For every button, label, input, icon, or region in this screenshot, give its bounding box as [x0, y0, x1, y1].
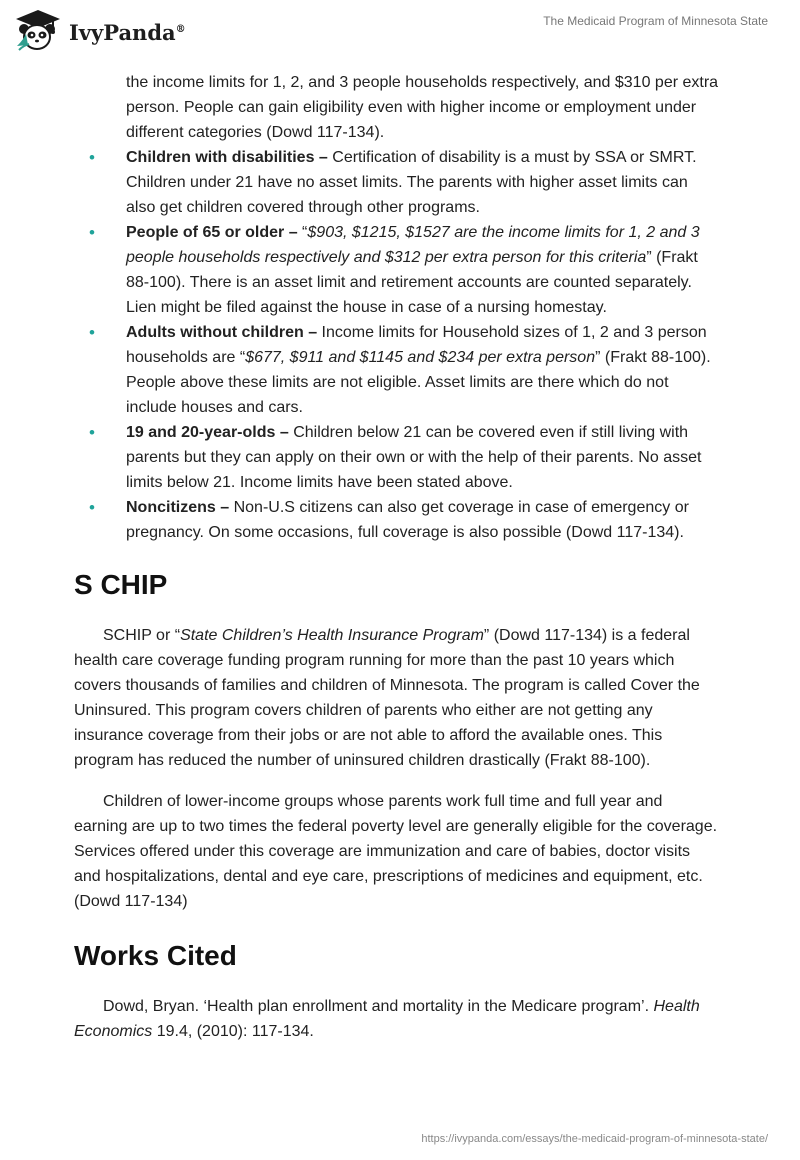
bullet-dot-icon: • [89, 498, 95, 517]
paragraph-text: ” (Dowd 117-134) is a federal health care coverage funding program running for more than the past 10 years which covers thousands of families and children of Minnesota. The program is called Cover the Uninsured. This program covers children of parents who either are not getting any insurance coverage from their jobs or are not able to afford the available ones. This program has reduced the number of uninsured children drastically (Frakt 88-100). [74, 627, 700, 769]
item-label: People of 65 or older – [126, 224, 298, 241]
item-label: Noncitizens – [126, 499, 230, 516]
list-item [89, 420, 720, 495]
list-item [89, 145, 720, 220]
page-header [0, 0, 800, 62]
item-quote: $677, $911 and $1145 and $234 per extra person [245, 349, 596, 366]
paragraph-text: SCHIP or “ [103, 627, 181, 644]
item-quote: $903, $1215, $1527 are the income limits for 1, 2 and 3 people households respectively and $312 per extra person for this criteria [126, 224, 700, 266]
item-text: Income limits for Household sizes of 1, 2 and 3 person households are “ [126, 324, 707, 366]
item-text: Children below 21 can be covered even if still living with parents but they can apply on their own or with the help of their parents. No asset limits below 21. Income limits have been stated above. [126, 424, 702, 491]
list-item [89, 220, 720, 320]
schip-paragraph-1 [74, 623, 720, 773]
schip-heading: S CHIP [74, 569, 168, 600]
list-item [89, 495, 720, 545]
brand-text: IvyPanda [69, 19, 176, 45]
citation-text: 19.4, (2010): 117-134. [152, 1023, 314, 1040]
bullet-dot-icon: • [89, 423, 95, 442]
ivypanda-logo[interactable] [14, 8, 186, 52]
program-name: State Children’s Health Insurance Program [180, 627, 484, 644]
bullet-dot-icon: • [89, 323, 95, 342]
article-content [74, 70, 720, 1044]
journal-title: Health Economics [74, 998, 700, 1040]
item-label: Children with disabilities – [126, 149, 328, 166]
item-text: “ [297, 224, 308, 241]
item-text: ” (Frakt 88-100). People above these limits are not eligible. Asset limits are there which do not include houses and cars. [126, 349, 711, 416]
footer-url[interactable]: https://ivypanda.com/essays/the-medicaid-program-of-minnesota-state/ [421, 1133, 768, 1145]
bullet-dot-icon: • [89, 223, 95, 242]
bullet-continuation-text: the income limits for 1, 2, and 3 people households respectively, and $310 per extra person. People can gain eligibility even with higher income or employment under different categories (Dowd 117-134). [126, 74, 719, 141]
item-label: Adults without children – [126, 324, 318, 341]
schip-paragraph-2: Children of lower-income groups whose parents work full time and full year and earning are up to two times the federal poverty level are generally eligible for the coverage. Services offered under this coverage are immunization and care of babies, doctor visits and hospitalizations, dental and eye care, prescriptions of medicines and equipment, etc. (Dowd 117-134) [74, 793, 718, 910]
document-title: The Medicaid Program of Minnesota State [543, 14, 768, 28]
works-cited-heading: Works Cited [74, 940, 237, 971]
panda-graduate-icon [14, 8, 62, 52]
citation-text: Dowd, Bryan. ‘Health plan enrollment and mortality in the Medicare program’. [103, 998, 654, 1015]
item-text: Non-U.S citizens can also get coverage in case of emergency or pregnancy. On some occasions, full coverage is also possible (Dowd 117-134). [126, 499, 689, 541]
registered-mark: ® [175, 23, 186, 35]
brand-name [69, 20, 186, 45]
item-label: 19 and 20-year-olds – [126, 424, 289, 441]
citation-entry [74, 994, 720, 1044]
list-item [89, 320, 720, 420]
eligibility-list [74, 145, 720, 545]
item-text: ” (Frakt 88-100). There is an asset limit and retirement accounts are counted separately. Lien might be filed against the house in case of a nursing homestay. [126, 249, 698, 316]
item-text: Certification of disability is a must by SSA or SMRT. Children under 21 have no asset limits. The parents with higher asset limits can also get children covered through other programs. [126, 149, 697, 216]
bullet-dot-icon: • [89, 148, 95, 167]
